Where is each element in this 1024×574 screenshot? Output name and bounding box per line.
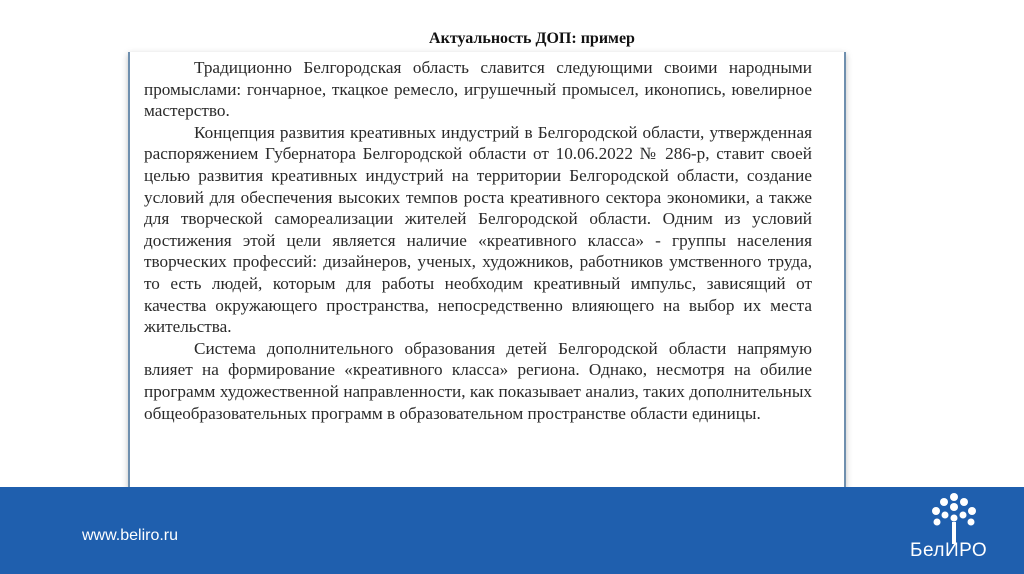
slide-title: Актуальность ДОП: пример <box>429 30 635 47</box>
paragraph-1: Традиционно Белгородская область славится следующими своими народными промыслами: гончарное, ткацкое ремесло, игрушечный промысел, иконопись, ювелирное мастерство. <box>144 58 812 121</box>
tree-icon <box>928 492 980 546</box>
paragraph-2: Концепция развития креативных индустрий в Белгородской области, утвержденная распоряжением Губернатора Белгородской области от 10.06.2022 № 286-р, ставит своей целью развития креативных индустрий на территории Белгородской области, создание условий для обеспечения высоких темпов роста креативного сектора экономики, а также для творческой самореализации жителей Белгородской области. Одним из условий достижения этой цели является наличие «креативного класса» - группы населения творческих профессий: дизайнеров, ученых, художников, работников умственного труда, то есть людей, которым для работы необходим креативный импульс, зависящий от качества окружающего пространства, непосредственно влияющего на выбор их места жительства. <box>144 122 812 337</box>
document-text-box <box>128 52 846 489</box>
footer-website-link[interactable]: www.beliro.ru <box>82 527 179 544</box>
paragraph-3: Система дополнительного образования детей Белгородской области напрямую влияет на формирование «креативного класса» региона. Однако, несмотря на обилие программ художественной направленности, как показывает анализ, таких дополнительных общеобразовательных программ в образовательном пространстве области единицы. <box>144 338 812 423</box>
beliro-logo <box>900 492 1010 572</box>
logo-text: БелИРО <box>910 540 988 561</box>
